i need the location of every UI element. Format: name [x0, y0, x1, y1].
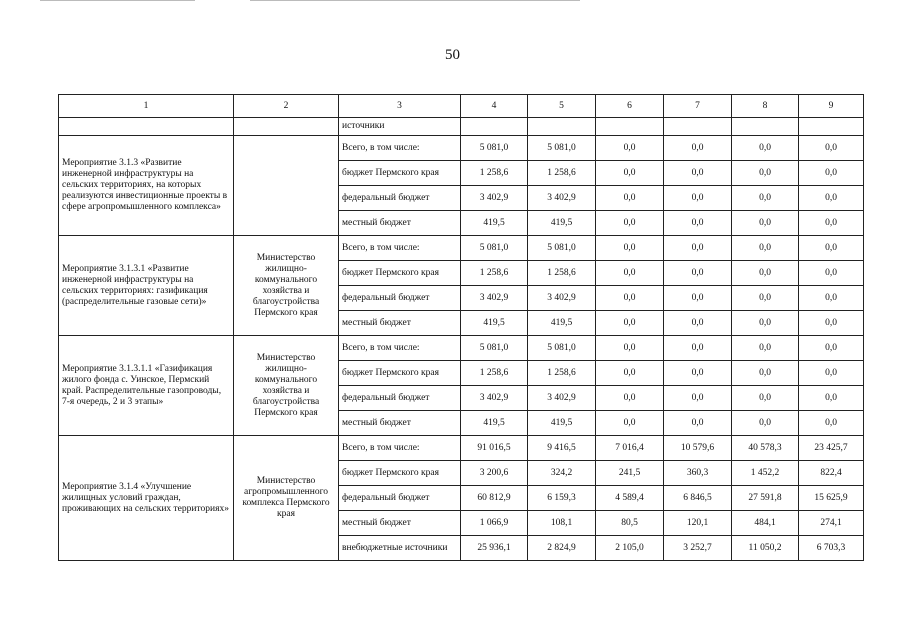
value-cell: 0,0	[596, 236, 664, 261]
value-cell: 0,0	[732, 361, 799, 386]
executor-cell: Министерство жилищно-коммунального хозяйства и благоустройства Пермского края	[234, 236, 339, 336]
value-cell: 0,0	[732, 311, 799, 336]
value-cell: 0,0	[596, 411, 664, 436]
cell-empty	[59, 118, 234, 136]
cell-empty	[799, 118, 864, 136]
cell-empty	[234, 118, 339, 136]
value-cell: 0,0	[664, 186, 732, 211]
value-cell: 0,0	[596, 336, 664, 361]
value-cell: 0,0	[732, 136, 799, 161]
value-cell: 0,0	[596, 211, 664, 236]
value-cell: 419,5	[528, 411, 596, 436]
value-cell: 3 402,9	[528, 186, 596, 211]
source-cell: местный бюджет	[339, 511, 461, 536]
value-cell: 0,0	[664, 161, 732, 186]
value-cell: 0,0	[799, 411, 864, 436]
column-number-cell: 3	[339, 95, 461, 118]
value-cell: 60 812,9	[461, 486, 528, 511]
value-cell: 0,0	[596, 136, 664, 161]
source-cell: федеральный бюджет	[339, 286, 461, 311]
value-cell: 0,0	[799, 186, 864, 211]
cell-empty	[461, 118, 528, 136]
value-cell: 15 625,9	[799, 486, 864, 511]
value-cell: 5 081,0	[528, 236, 596, 261]
value-cell: 419,5	[461, 211, 528, 236]
source-cell: бюджет Пермского края	[339, 261, 461, 286]
column-number-cell: 6	[596, 95, 664, 118]
value-cell: 419,5	[528, 311, 596, 336]
scan-edge-line	[250, 0, 580, 1]
column-number-cell: 2	[234, 95, 339, 118]
budget-row	[59, 236, 864, 261]
source-cell: бюджет Пермского края	[339, 461, 461, 486]
value-cell: 241,5	[596, 461, 664, 486]
column-number-cell: 7	[664, 95, 732, 118]
value-cell: 0,0	[799, 361, 864, 386]
value-cell: 0,0	[732, 236, 799, 261]
executor-cell: Министерство агропромышленного комплекса Пермского края	[234, 436, 339, 561]
column-number-row	[59, 95, 864, 118]
value-cell: 0,0	[664, 286, 732, 311]
value-cell: 27 591,8	[732, 486, 799, 511]
value-cell: 0,0	[732, 286, 799, 311]
source-cell: федеральный бюджет	[339, 186, 461, 211]
value-cell: 2 824,9	[528, 536, 596, 561]
value-cell: 0,0	[799, 386, 864, 411]
value-cell: 3 252,7	[664, 536, 732, 561]
value-cell: 3 402,9	[461, 386, 528, 411]
value-cell: 0,0	[799, 311, 864, 336]
source-cell: бюджет Пермского края	[339, 161, 461, 186]
value-cell: 91 016,5	[461, 436, 528, 461]
value-cell: 0,0	[664, 136, 732, 161]
source-cell: местный бюджет	[339, 411, 461, 436]
source-cell: федеральный бюджет	[339, 386, 461, 411]
value-cell: 3 402,9	[528, 386, 596, 411]
value-cell: 419,5	[528, 211, 596, 236]
budget-row	[59, 436, 864, 461]
source-cell: источники	[339, 118, 461, 136]
value-cell: 0,0	[732, 411, 799, 436]
source-cell: федеральный бюджет	[339, 486, 461, 511]
value-cell: 108,1	[528, 511, 596, 536]
value-cell: 0,0	[664, 361, 732, 386]
value-cell: 419,5	[461, 311, 528, 336]
value-cell: 120,1	[664, 511, 732, 536]
column-number-cell: 4	[461, 95, 528, 118]
source-cell: местный бюджет	[339, 211, 461, 236]
value-cell: 6 846,5	[664, 486, 732, 511]
value-cell: 0,0	[732, 161, 799, 186]
value-cell: 0,0	[664, 211, 732, 236]
executor-cell: Министерство жилищно-коммунального хозяйства и благоустройства Пермского края	[234, 336, 339, 436]
value-cell: 6 703,3	[799, 536, 864, 561]
value-cell: 1 258,6	[528, 361, 596, 386]
value-cell: 1 258,6	[528, 261, 596, 286]
continuation-row	[59, 118, 864, 136]
value-cell: 484,1	[732, 511, 799, 536]
value-cell: 0,0	[664, 236, 732, 261]
value-cell: 9 416,5	[528, 436, 596, 461]
value-cell: 1 258,6	[461, 361, 528, 386]
value-cell: 3 402,9	[461, 286, 528, 311]
value-cell: 0,0	[664, 336, 732, 361]
value-cell: 0,0	[664, 386, 732, 411]
source-cell: местный бюджет	[339, 311, 461, 336]
value-cell: 0,0	[596, 386, 664, 411]
value-cell: 4 589,4	[596, 486, 664, 511]
value-cell: 3 200,6	[461, 461, 528, 486]
value-cell: 0,0	[799, 136, 864, 161]
value-cell: 0,0	[799, 161, 864, 186]
value-cell: 10 579,6	[664, 436, 732, 461]
budget-row	[59, 136, 864, 161]
source-cell: Всего, в том числе:	[339, 136, 461, 161]
source-cell: Всего, в том числе:	[339, 436, 461, 461]
cell-empty	[528, 118, 596, 136]
value-cell: 0,0	[732, 386, 799, 411]
value-cell: 1 258,6	[528, 161, 596, 186]
value-cell: 1 452,2	[732, 461, 799, 486]
value-cell: 0,0	[664, 261, 732, 286]
column-number-cell: 5	[528, 95, 596, 118]
value-cell: 3 402,9	[461, 186, 528, 211]
value-cell: 0,0	[596, 261, 664, 286]
source-cell: Всего, в том числе:	[339, 336, 461, 361]
value-cell: 1 258,6	[461, 261, 528, 286]
value-cell: 1 066,9	[461, 511, 528, 536]
value-cell: 0,0	[732, 186, 799, 211]
value-cell: 0,0	[732, 261, 799, 286]
event-name-cell: Мероприятие 3.1.3.1 «Развитие инженерной инфраструктуры на сельских территориях: газификация (распределительные газовые сети)»	[59, 236, 234, 336]
value-cell: 0,0	[596, 186, 664, 211]
scan-edge-line	[40, 0, 195, 1]
value-cell: 0,0	[799, 261, 864, 286]
cell-empty	[732, 118, 799, 136]
value-cell: 80,5	[596, 511, 664, 536]
value-cell: 0,0	[596, 286, 664, 311]
column-number-cell: 1	[59, 95, 234, 118]
value-cell: 419,5	[461, 411, 528, 436]
value-cell: 5 081,0	[528, 136, 596, 161]
value-cell: 25 936,1	[461, 536, 528, 561]
value-cell: 0,0	[596, 311, 664, 336]
executor-cell	[234, 136, 339, 236]
value-cell: 5 081,0	[461, 236, 528, 261]
value-cell: 324,2	[528, 461, 596, 486]
event-name-cell: Мероприятие 3.1.3.1.1 «Газификация жилого фонда с. Уинское, Пермский край. Распределительные газопроводы, 7-я очередь, 2 и 3 этапы»	[59, 336, 234, 436]
value-cell: 0,0	[799, 286, 864, 311]
source-cell: Всего, в том числе:	[339, 236, 461, 261]
budget-row	[59, 336, 864, 361]
value-cell: 822,4	[799, 461, 864, 486]
value-cell: 11 050,2	[732, 536, 799, 561]
value-cell: 0,0	[664, 411, 732, 436]
value-cell: 7 016,4	[596, 436, 664, 461]
value-cell: 5 081,0	[461, 336, 528, 361]
cell-empty	[664, 118, 732, 136]
value-cell: 40 578,3	[732, 436, 799, 461]
value-cell: 0,0	[732, 336, 799, 361]
value-cell: 0,0	[664, 311, 732, 336]
value-cell: 274,1	[799, 511, 864, 536]
value-cell: 2 105,0	[596, 536, 664, 561]
value-cell: 23 425,7	[799, 436, 864, 461]
value-cell: 360,3	[664, 461, 732, 486]
value-cell: 0,0	[799, 211, 864, 236]
value-cell: 0,0	[799, 336, 864, 361]
value-cell: 5 081,0	[461, 136, 528, 161]
column-number-cell: 8	[732, 95, 799, 118]
value-cell: 0,0	[596, 161, 664, 186]
value-cell: 0,0	[799, 236, 864, 261]
value-cell: 0,0	[596, 361, 664, 386]
event-name-cell: Мероприятие 3.1.4 «Улучшение жилищных условий граждан, проживающих на сельских территориях»	[59, 436, 234, 561]
event-name-cell: Мероприятие 3.1.3 «Развитие инженерной инфраструктуры на сельских территориях, на которых реализуются инвестиционные проекты в сфере агропромышленного комплекса»	[59, 136, 234, 236]
value-cell: 0,0	[732, 211, 799, 236]
source-cell: бюджет Пермского края	[339, 361, 461, 386]
value-cell: 5 081,0	[528, 336, 596, 361]
budget-table	[58, 94, 864, 561]
value-cell: 1 258,6	[461, 161, 528, 186]
cell-empty	[596, 118, 664, 136]
value-cell: 3 402,9	[528, 286, 596, 311]
value-cell: 6 159,3	[528, 486, 596, 511]
page-number: 50	[445, 47, 460, 63]
column-number-cell: 9	[799, 95, 864, 118]
source-cell: внебюджетные источники	[339, 536, 461, 561]
